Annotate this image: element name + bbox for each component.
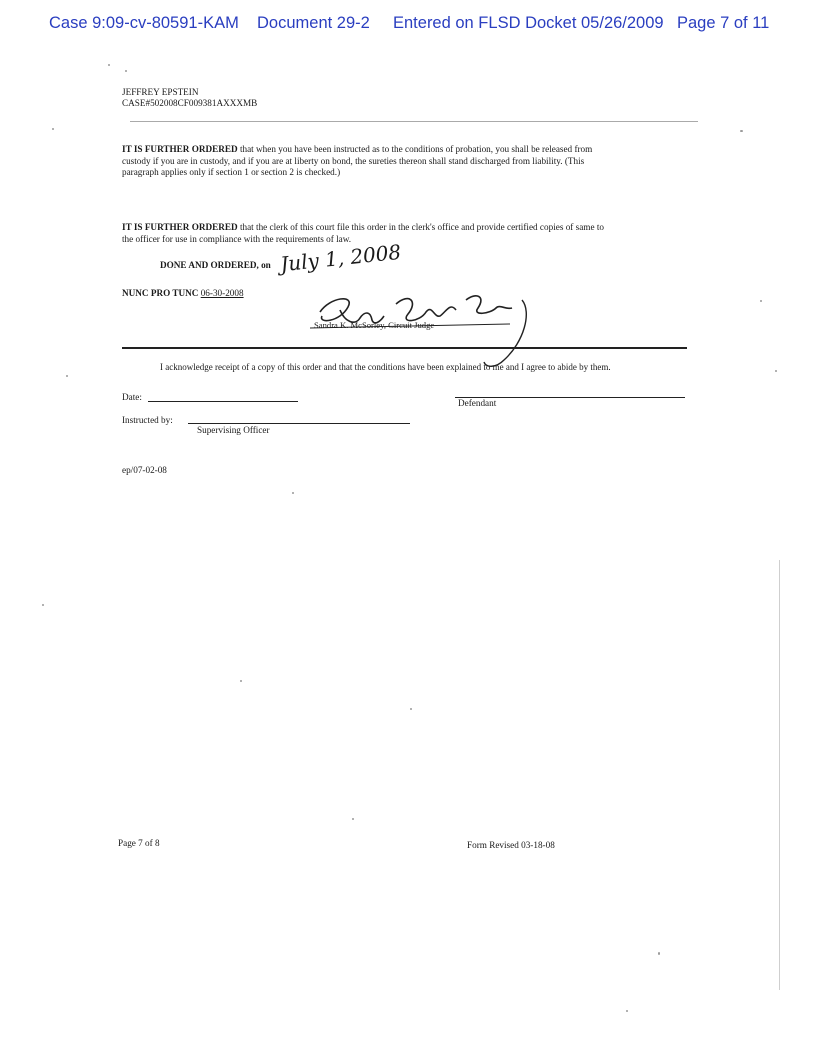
para1-line1: that when you have been instructed as to the conditions of probation, you shall be released from [239,144,593,154]
preparer-initials: ep/07-02-08 [122,465,167,475]
footer-form-revised: Form Revised 03-18-08 [467,840,555,850]
header-page: Page 7 of 11 [677,14,770,32]
scan-speck [740,130,743,132]
scan-edge-line [779,560,780,990]
scan-speck [352,818,354,820]
para2-line1: that the clerk of this court file this order in the clerk's office and provide certified copies of same to [239,222,604,232]
case-number: CASE#502008CF009381AXXXMB [122,98,258,108]
nunc-pro-tunc [122,288,244,300]
para2-lead: IT IS FURTHER ORDERED [122,222,238,232]
divider-top [130,121,698,122]
supervising-officer-label: Supervising Officer [197,425,270,435]
handwritten-date: July 1, 2008 [279,239,403,277]
defendant-name: JEFFREY EPSTEIN [122,87,199,97]
judge-name: Sandra K. McSorley, Circuit Judge [314,320,435,330]
header-case-number: Case 9:09-cv-80591-KAM [49,14,239,32]
date-label: Date: [122,392,142,402]
scan-speck [240,680,242,682]
para1-line3: paragraph applies only if section 1 or section 2 is checked.) [122,167,341,177]
defendant-label: Defendant [458,398,497,408]
header-entered: Entered on FLSD Docket 05/26/2009 [393,14,664,32]
scan-speck [626,1010,628,1012]
done-and-ordered-label: DONE AND ORDERED, on [160,260,271,270]
further-ordered-release [122,144,682,179]
para1-lead: IT IS FURTHER ORDERED [122,144,238,154]
para1-line2: custody if you are in custody, and if you are at liberty on bond, the sureties thereon shall stand discharged from liability. (This [122,155,585,166]
scan-speck [125,70,127,72]
nunc-label: NUNC PRO TUNC [122,288,199,298]
scan-speck [410,708,412,710]
para2-line2: the officer for use in compliance with the requirements of law. [122,233,352,244]
scan-speck [108,64,110,66]
scan-speck [292,492,294,494]
instructed-by-line [188,423,410,424]
scan-speck [42,604,44,606]
acknowledgment: I acknowledge receipt of a copy of this order and that the conditions have been explained to me and I agree to abide by them. [160,362,611,372]
nunc-date: 06-30-2008 [200,288,244,298]
footer-page: Page 7 of 8 [118,838,160,848]
scan-speck [66,375,68,377]
scan-speck [775,370,777,372]
divider-signature [122,347,687,349]
date-line [148,401,298,402]
scan-speck [658,952,660,955]
scan-speck [52,128,54,130]
further-ordered-clerk [122,222,682,245]
scan-speck [760,300,762,302]
instructed-by-label: Instructed by: [122,415,173,425]
header-document: Document 29-2 [257,14,370,32]
